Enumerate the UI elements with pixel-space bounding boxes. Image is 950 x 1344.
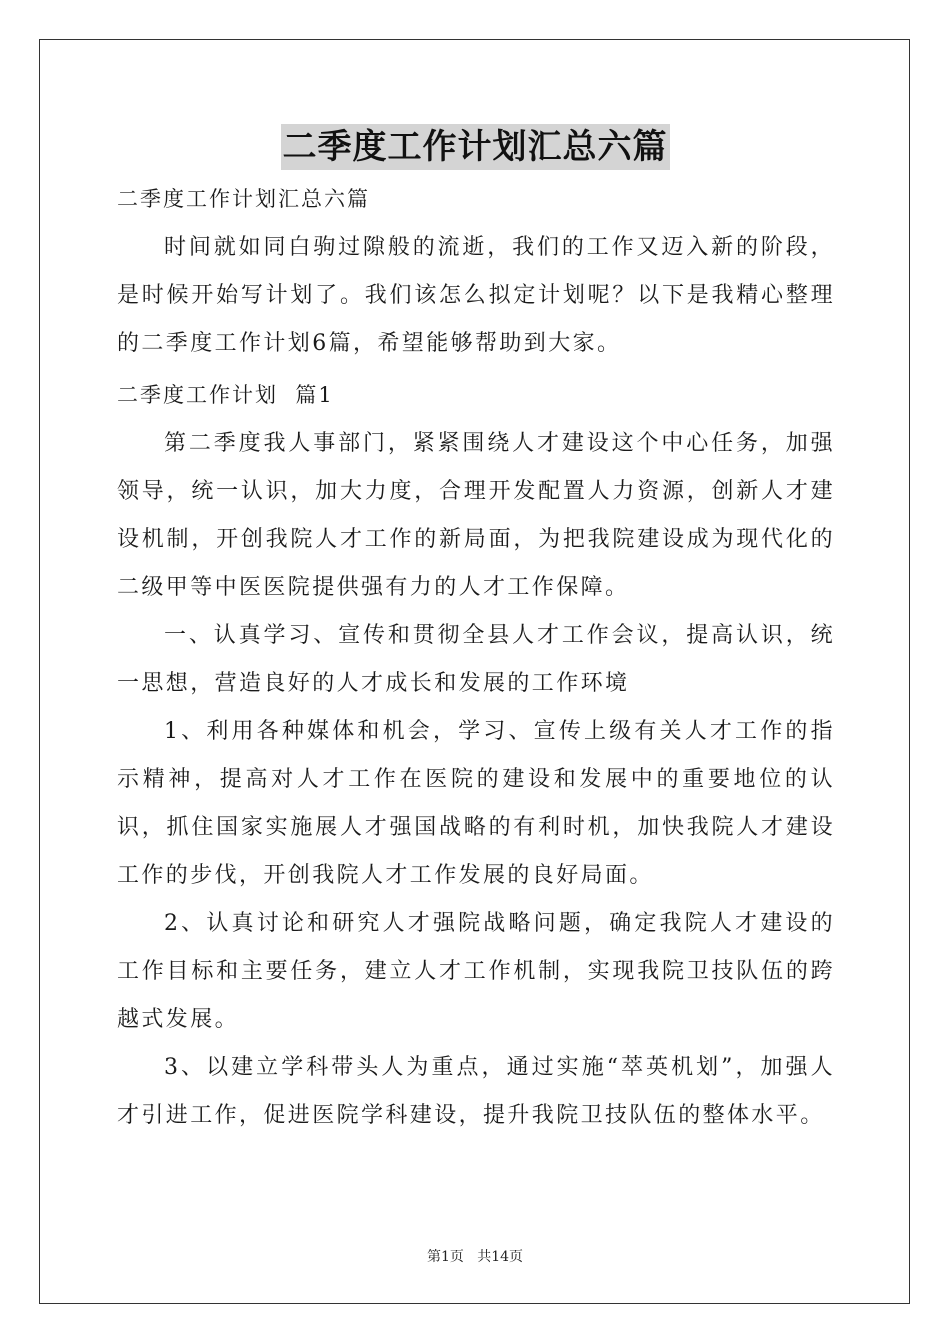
document-body bbox=[117, 178, 835, 1140]
section-paragraph: 1、利用各种媒体和机会，学习、宣传上级有关人才工作的指示精神，提高对人才工作在医院的建设和发展中的重要地位的认识，抓住国家实施展人才强国战略的有利时机，加快我院人才建设工作的步伐，开创我院人才工作发展的良好局面。 bbox=[117, 719, 835, 888]
intro-paragraph: 时间就如同白驹过隙般的流逝，我们的工作又迈入新的阶段，是时候开始写计划了。我们该怎么拟定计划呢？以下是我精心整理的二季度工作计划6篇，希望能够帮助到大家。 bbox=[117, 235, 835, 356]
page-footer bbox=[0, 1246, 950, 1266]
section-paragraph: 一、认真学习、宣传和贯彻全县人才工作会议，提高认识，统一思想，营造良好的人才成长和发展的工作环境 bbox=[117, 623, 835, 696]
title-container bbox=[0, 124, 950, 170]
document-title: 二季度工作计划汇总六篇 bbox=[281, 124, 670, 170]
page-number-label: 第1页 共14页 bbox=[426, 1249, 524, 1265]
section-paragraph: 第二季度我人事部门，紧紧围绕人才建设这个中心任务，加强领导，统一认识，加大力度，合理开发配置人力资源，创新人才建设机制，开创我院人才工作的新局面，为把我院建设成为现代化的二级甲等中医医院提供强有力的人才工作保障。 bbox=[117, 431, 835, 600]
section-paragraph: 3、以建立学科带头人为重点，通过实施“萃英机划”，加强人才引进工作，促进医院学科建设，提升我院卫技队伍的整体水平。 bbox=[117, 1055, 835, 1128]
section-paragraph: 2、认真讨论和研究人才强院战略问题，确定我院人才建设的工作目标和主要任务，建立人才工作机制，实现我院卫技队伍的跨越式发展。 bbox=[117, 911, 835, 1032]
section-heading: 二季度工作计划 篇1 bbox=[117, 383, 334, 407]
document-subtitle: 二季度工作计划汇总六篇 bbox=[117, 187, 370, 211]
